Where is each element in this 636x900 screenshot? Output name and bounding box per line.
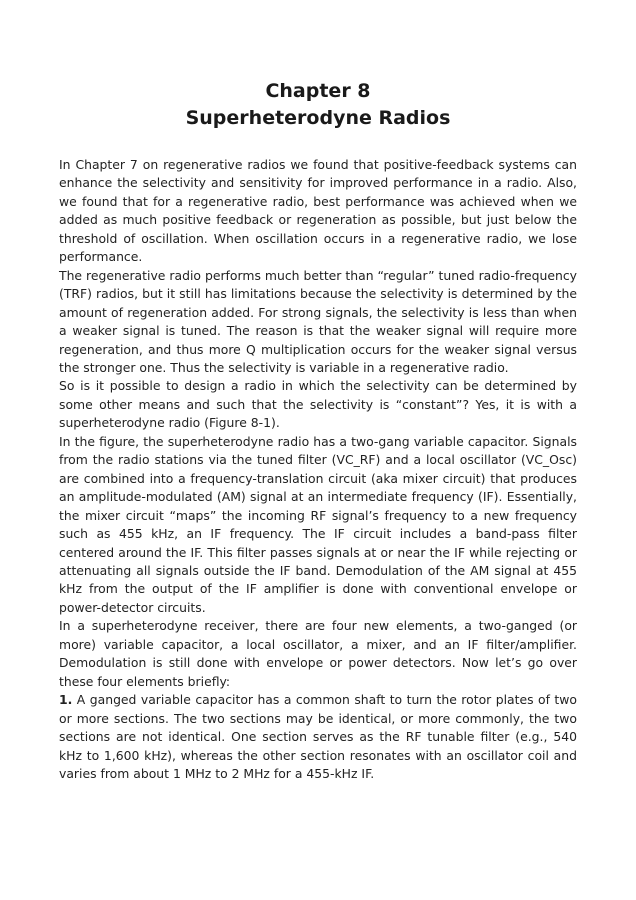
document-page — [59, 78, 577, 783]
paragraph-regenerative-intro: In Chapter 7 on regenerative radios we found that positive-feedback systems can enhance the selectivity and sensitivity for improved performance in a radio. Also, we found that for a regenerative radio, best performance was achieved when we added as much positive feedback or regeneration as possible, but just below the threshold of oscillation. When oscillation occurs in a regenerative radio, we lose performance. — [59, 157, 577, 265]
paragraph-figure-description: In the figure, the superheterodyne radio has a two-gang variable capacitor. Signals from the radio stations via the tuned filter (VC_RF) and a local oscillator (VC_Osc) are combined into a frequency-translation circuit (aka mixer circuit) that produces an amplitude-modulated (AM) signal at an intermediate frequency (IF). Essentially, the mixer circuit “maps” the incoming RF signal’s frequency to a new frequency such as 455 kHz, an IF frequency. The IF circuit includes a band-pass filter centered around the IF. This filter passes signals at or near the IF while rejecting or attenuating all signals outside the IF band. Demodulation of the AM signal at 455 kHz from the output of the IF amplifier is done with conventional envelope or power-detector circuits. — [59, 433, 577, 615]
chapter-number: Chapter 8 — [265, 80, 371, 102]
list-item-text: A ganged variable capacitor has a common shaft to turn the rotor plates of two or more sections. The two sections may be identical, or more commonly, the two sections are not identical. One section serves as the RF tunable filter (e.g., 540 kHz to 1,600 kHz), whereas the other section resonates with an oscillator coil and varies from about 1 MHz to 2 MHz for a 455-kHz IF. — [59, 692, 577, 781]
paragraph-regenerative-limitations: The regenerative radio performs much better than “regular” tuned radio-frequency (TRF) radios, but it still has limitations because the selectivity is determined by the amount of regeneration added. For strong signals, the selectivity is less than when a weaker signal is tuned. The reason is that the weaker signal will require more regeneration, and thus more Q multiplication occurs for the weaker signal versus the stronger one. Thus the selectivity is variable in a regenerative radio. — [59, 267, 577, 375]
chapter-heading — [59, 78, 577, 132]
paragraph-four-elements: In a superheterodyne receiver, there are four new elements, a two-ganged (or more) variable capacitor, a local oscillator, a mixer, and an IF filter/amplifier. Demodulation is still done with envelope or power detectors. Now let’s go over these four elements briefly: — [59, 618, 577, 689]
list-item-number: 1. — [59, 692, 73, 708]
list-item-ganged-capacitor — [59, 691, 577, 783]
chapter-title: Superheterodyne Radios — [185, 107, 451, 129]
paragraph-constant-selectivity: So is it possible to design a radio in which the selectivity can be determined by some other means and such that the selectivity is “constant”? Yes, it is with a superheterodyne radio (Figure 8-1). — [59, 378, 577, 431]
